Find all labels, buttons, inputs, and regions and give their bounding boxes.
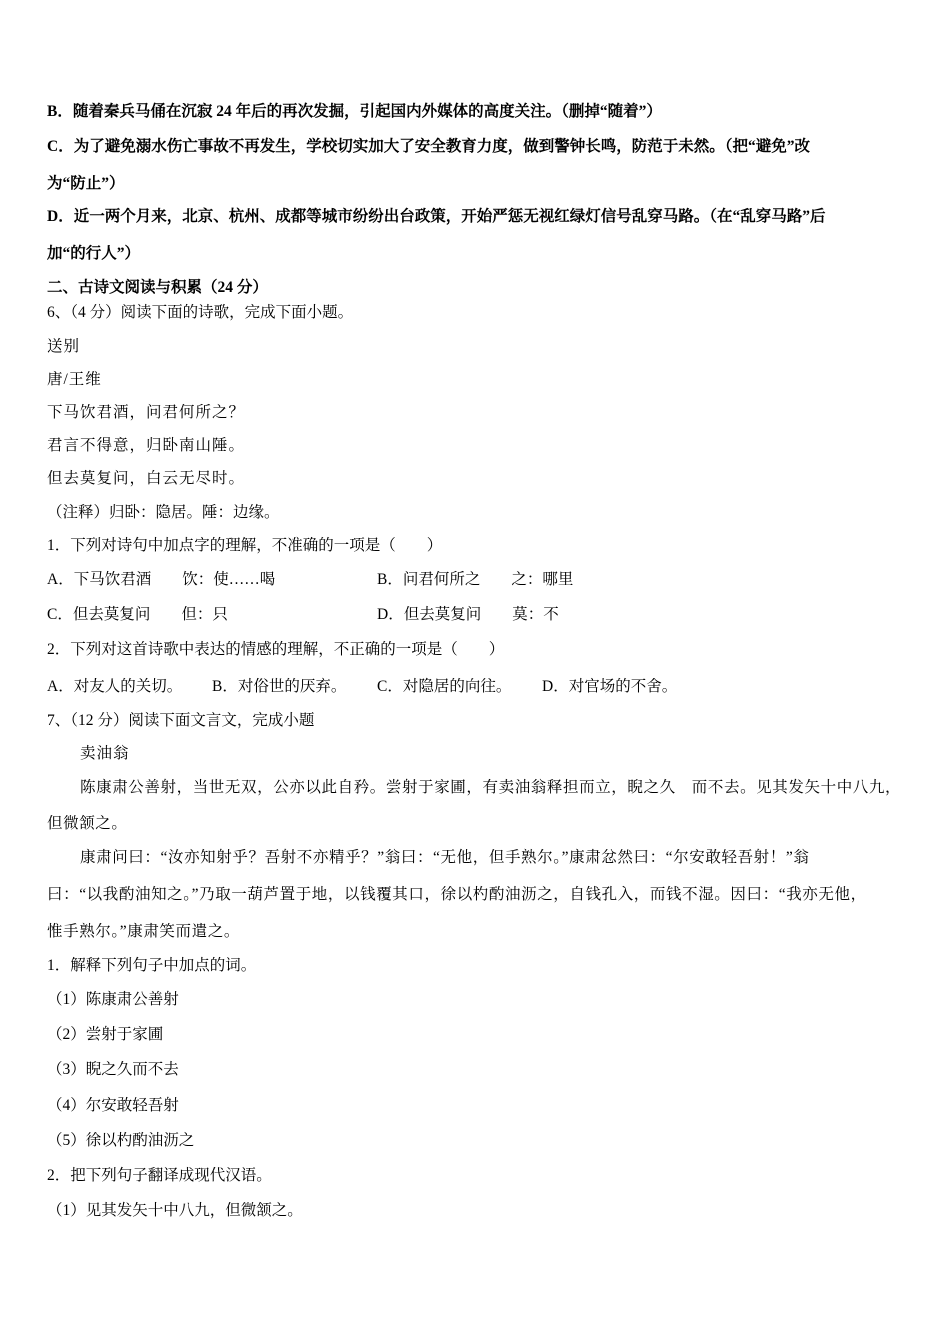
text-title: 卖油翁 <box>80 745 130 762</box>
q6-sub1-question: 1．下列对诗句中加点字的理解，不准确的一项是（ ） <box>47 537 443 554</box>
q6-sub2-option-c: C．对隐居的向往。 <box>377 678 512 695</box>
text-paragraph: 但微颔之。 <box>47 815 128 832</box>
text-paragraph: 惟手熟尔。”康肃笑而遣之。 <box>47 923 240 940</box>
q7-sub1-item: （3）睨之久而不去 <box>47 1061 179 1078</box>
q6-sub2-option-b: B．对俗世的厌弃。 <box>212 678 347 695</box>
poem-line: 君言不得意，归卧南山陲。 <box>47 437 246 454</box>
q5-option-c-line1: C．为了避免溺水伤亡事故不再发生，学校切实加大了安全教育力度，做到警钟长鸣，防范于未然。（把“避免”改 <box>47 138 810 155</box>
q7-sub1-item: （2）尝射于家圃 <box>47 1026 164 1043</box>
poem-line: 下马饮君酒，问君何所之？ <box>47 404 246 421</box>
q5-option-d-line2: 加“的行人”） <box>47 245 141 262</box>
text-paragraph: 陈康肃公善射，当世无双，公亦以此自矜。尝射于家圃，有卖油翁释担而立，睨之久 而不去。见其发矢十中八九， <box>80 779 902 796</box>
q6-prompt: 6、（4 分）阅读下面的诗歌，完成下面小题。 <box>47 304 354 321</box>
q7-sub2-question: 2．把下列句子翻译成现代汉语。 <box>47 1167 272 1184</box>
poem-line: 但去莫复问，白云无尽时。 <box>47 470 246 487</box>
q5-option-c-line2: 为“防止”） <box>47 175 125 192</box>
q7-sub1-item: （1）陈康肃公善射 <box>47 991 179 1008</box>
q7-sub2-item: （1）见其发矢十中八九，但微颔之。 <box>47 1202 303 1219</box>
q6-sub1-option-b: B．问君何所之 之：哪里 <box>377 571 574 588</box>
section-heading: 二、古诗文阅读与积累（24 分） <box>47 279 268 296</box>
q6-sub1-option-c: C．但去莫复问 但：只 <box>47 606 228 623</box>
q5-option-b: B．随着秦兵马俑在沉寂 24 年后的再次发掘，引起国内外媒体的高度关注。（删掉“随着”） <box>47 103 662 120</box>
q6-sub1-option-d: D．但去莫复问 莫：不 <box>377 606 559 623</box>
q6-sub2-question: 2．下列对这首诗歌中表达的情感的理解，不正确的一项是（ ） <box>47 641 505 658</box>
text-paragraph: 曰：“以我酌油知之。”乃取一葫芦置于地，以钱覆其口，徐以杓酌油沥之，自钱孔入，而钱不湿。因曰：“我亦无他， <box>47 886 867 903</box>
poem-author: 唐/王维 <box>47 371 102 388</box>
q6-sub2-option-a: A．对友人的关切。 <box>47 678 183 695</box>
text-paragraph: 康肃问曰：“汝亦知射乎？吾射不亦精乎？”翁曰：“无他，但手熟尔。”康肃忿然曰：“尔安敢轻吾射！”翁 <box>80 849 810 866</box>
q6-sub2-option-d: D．对官场的不舍。 <box>542 678 678 695</box>
q7-sub1-item: （5）徐以杓酌油沥之 <box>47 1132 195 1149</box>
poem-title: 送别 <box>47 338 81 355</box>
q7-sub1-item: （4）尔安敢轻吾射 <box>47 1097 179 1114</box>
q5-option-d-line1: D．近一两个月来，北京、杭州、成都等城市纷纷出台政策，开始严惩无视红绿灯信号乱穿马路。（在“乱穿马路”后 <box>47 208 826 225</box>
q6-sub1-option-a: A．下马饮君酒 饮：使……喝 <box>47 571 276 588</box>
q7-sub1-question: 1．解释下列句子中加点的词。 <box>47 957 257 974</box>
poem-note: （注释）归卧：隐居。陲：边缘。 <box>47 504 280 521</box>
q7-prompt: 7、（12 分）阅读下面文言文，完成小题 <box>47 712 315 729</box>
